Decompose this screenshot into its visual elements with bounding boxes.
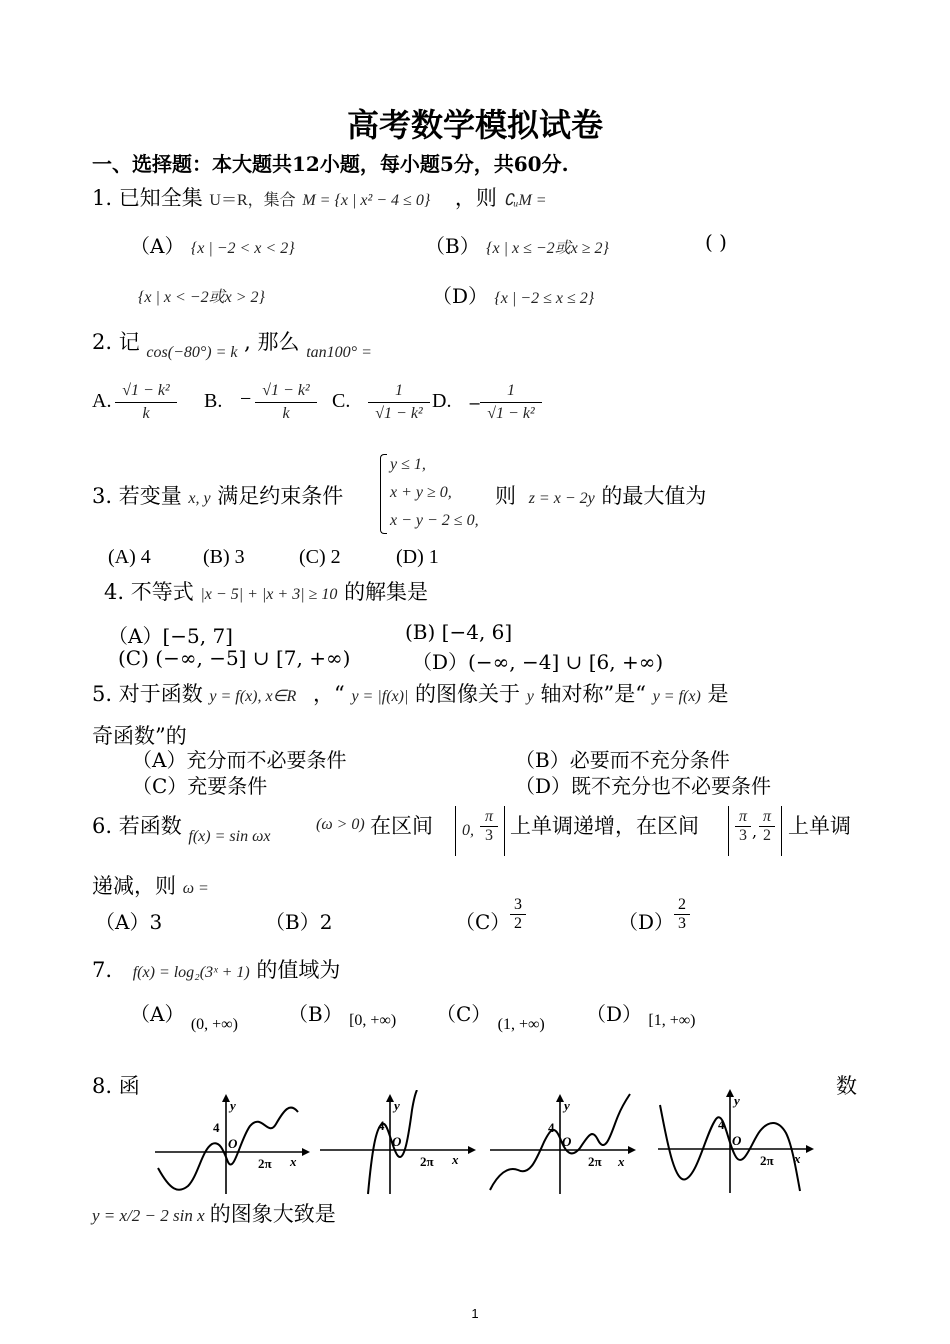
graph-d-four: 4 <box>718 1117 725 1132</box>
q3-brace <box>380 454 387 534</box>
q5-option-c: （C）充要条件 <box>132 774 268 798</box>
question-5 <box>92 678 729 708</box>
graph-d-origin: O <box>732 1133 742 1148</box>
q2-stem: 2. 记 <box>92 330 140 354</box>
q5-stem: 5. 对于函数 <box>92 682 203 706</box>
q1-complement: ∁ᵤM = <box>503 192 547 209</box>
q3-vars: x, y <box>188 490 211 507</box>
q6-option-b: （B）2 <box>265 910 333 934</box>
graph-c-2pi: 2π <box>588 1154 602 1169</box>
q3-constraint-1: y ≤ 1, <box>390 456 426 473</box>
q6-option-d-frac <box>674 896 690 933</box>
q2-tan: tan100° = <box>306 344 372 361</box>
q6-d-den: 3 <box>678 915 686 932</box>
q1-d-value: {x | −2 ≤ x ≤ 2} <box>494 290 595 307</box>
q8-graph-d <box>656 1085 816 1195</box>
graph-b-four: 4 <box>378 1118 385 1133</box>
q1-a-value: {x | −2 < x < 2} <box>190 240 295 257</box>
q4-option-a: （A）[−5, 7] <box>108 624 233 648</box>
graph-b-x-label: x <box>452 1152 459 1167</box>
q2-b-minus: − <box>240 388 252 410</box>
question-2 <box>92 326 372 361</box>
q7-a-value: (0, +∞) <box>190 1016 238 1033</box>
q7-d-value: [1, +∞) <box>648 1012 696 1029</box>
q1-then: ，则 <box>454 186 497 210</box>
q5-option-d: （D）既不充分也不必要条件 <box>515 774 772 798</box>
q2-d-den: √1 − k² <box>487 405 535 422</box>
q1-option-a <box>130 230 295 259</box>
q5-abs-function: y = |f(x)| <box>351 688 409 705</box>
q5-y: y <box>526 688 534 705</box>
graph-b-2pi: 2π <box>420 1154 434 1169</box>
page-number: 1 <box>471 1306 479 1321</box>
q7-option-c <box>436 998 545 1033</box>
graph-a-four: 4 <box>213 1120 220 1135</box>
q1-answer-bracket: ( ) <box>705 230 727 254</box>
graph-d-2pi: 2π <box>760 1153 774 1168</box>
graph-c-four: 4 <box>548 1120 555 1135</box>
question-7 <box>92 954 340 984</box>
graph-a-origin: O <box>228 1136 238 1151</box>
q3-option-c: (C) 2 <box>299 546 341 568</box>
q1-b-value: {x | x ≤ −2或x ≥ 2} <box>486 240 609 257</box>
graph-d-x-label: x <box>794 1151 801 1166</box>
q8-graph-b <box>318 1090 478 1195</box>
q4-inequality: |x − 5| + |x + 3| ≥ 10 <box>200 586 338 603</box>
page-title: 高考数学模拟试卷 <box>346 106 603 144</box>
q3-tail <box>495 480 706 510</box>
q5-mid2: 轴对称”是“ <box>540 682 647 706</box>
q6-c-den: 2 <box>514 915 522 932</box>
q4-tail: 的解集是 <box>344 580 429 604</box>
q6-text3: 上单调 <box>788 814 851 838</box>
q6-int2-den1: 3 <box>739 827 747 844</box>
q5-line2: 奇函数”的 <box>92 724 187 748</box>
q6-int1-den: 3 <box>485 827 493 844</box>
q8-graph-c <box>488 1090 648 1195</box>
q6-int1-num: π <box>480 808 498 827</box>
q1-b-label: （B） <box>425 234 480 258</box>
q1-universal: U＝R，集合 <box>209 192 296 209</box>
q2-b-num: √1 − k² <box>255 382 317 403</box>
q6-option-d-label: （D） <box>618 910 675 934</box>
q3-text2: 满足约束条件 <box>217 484 344 508</box>
question-3 <box>92 480 343 510</box>
q7-d-label: （D） <box>586 1002 643 1026</box>
q6-line2-text: 递减，则 <box>92 874 176 898</box>
graph-c-y-label: y <box>564 1098 570 1113</box>
q5-option-b: （B）必要而不充分条件 <box>515 748 730 772</box>
q6-text2: 上单调递增，在区间 <box>510 814 699 838</box>
q5-mid: 的图像关于 <box>415 682 521 706</box>
q8-function: y = x/2 − 2 sin x <box>92 1206 205 1225</box>
q6-interval-1 <box>455 806 505 856</box>
q2-condition: cos(−80°) = k <box>146 344 238 361</box>
q3-then: 则 <box>495 484 516 508</box>
q1-d-label: （D） <box>432 284 489 308</box>
q2-a-num: √1 − k² <box>115 382 177 403</box>
q6-stem: 6. 若函数 <box>92 814 182 838</box>
q5-option-a: （A）充分而不必要条件 <box>132 748 347 772</box>
q7-b-label: （B） <box>288 1002 343 1026</box>
graph-b-origin: O <box>392 1134 402 1149</box>
graph-b-y-label: y <box>394 1098 400 1113</box>
q2-b-label: B. <box>204 390 223 412</box>
q6-option-c-label: （C） <box>455 910 511 934</box>
q2-b-den: k <box>282 405 290 422</box>
q6-int1-frac <box>480 808 498 845</box>
graph-a-x-label: x <box>290 1154 297 1169</box>
q4-stem: 4. 不等式 <box>104 580 194 604</box>
q1-option-d <box>432 280 594 309</box>
q2-a-fraction <box>115 382 177 423</box>
q6-int2-comma: , <box>752 822 758 841</box>
section-header: 一、选择题：本大题共12小题，每小题5分，共60分. <box>92 152 569 176</box>
q6-int2-frac1 <box>735 808 751 845</box>
q7-b-value: [0, +∞) <box>349 1012 397 1029</box>
graph-a-2pi: 2π <box>258 1156 272 1171</box>
q3-objective: z = x − 2y <box>528 490 595 507</box>
q6-interval-2 <box>728 806 782 856</box>
q1-stem: 1. 已知全集 <box>92 186 203 210</box>
question-6 <box>92 810 271 845</box>
q3-constraint-2: x + y ≥ 0, <box>390 484 452 501</box>
q5-quote1: ，“ <box>313 682 345 706</box>
q7-tail: 的值域为 <box>256 958 341 982</box>
q7-c-value: (1, +∞) <box>497 1016 545 1033</box>
q6-int2-num2: π <box>759 808 775 827</box>
q2-c-label: C. <box>332 390 351 412</box>
q6-condition: (ω > 0) <box>316 816 365 833</box>
graph-a-y-label: y <box>230 1098 236 1113</box>
q5-function: y = f(x), x∈R <box>209 688 297 705</box>
q5-function2: y = f(x) <box>652 688 701 705</box>
q7-stem: 7. <box>92 958 113 982</box>
q7-option-d <box>586 998 696 1027</box>
q1-set-m: M = {x | x² − 4 ≤ 0} <box>302 192 431 209</box>
q2-a-den: k <box>142 405 150 422</box>
q1-option-b <box>425 230 609 259</box>
question-4 <box>104 576 428 606</box>
q3-option-d: (D) 1 <box>396 546 439 568</box>
q2-d-num: 1 <box>480 382 542 403</box>
q3-constraint-3: x − y − 2 ≤ 0, <box>390 512 479 529</box>
q6-omega: ω = <box>182 880 209 897</box>
question-1 <box>92 182 547 212</box>
q7-option-b <box>288 998 396 1027</box>
graph-d-y-label: y <box>734 1093 740 1108</box>
q7-a-label: （A） <box>130 1002 185 1026</box>
q7-c-label: （C） <box>436 1002 492 1026</box>
q6-option-a: （A）3 <box>95 910 163 934</box>
q4-option-d: （D）(−∞, −4] ∪ [6, +∞) <box>412 650 664 674</box>
q6-c-num: 3 <box>510 896 526 915</box>
q6-int2-den2: 2 <box>763 827 771 844</box>
q6-line2 <box>92 870 209 900</box>
q3-tail-text: 的最大值为 <box>601 484 707 508</box>
q8-tail: 的图象大致是 <box>209 1202 336 1226</box>
q2-c-fraction <box>368 382 430 423</box>
q3-option-b: (B) 3 <box>203 546 245 568</box>
q6-text1: 在区间 <box>370 814 433 838</box>
q4-option-b: (B) [−4, 6] <box>405 620 513 644</box>
q6-function: f(x) = sin ωx <box>188 828 271 845</box>
q2-c-den: √1 − k² <box>375 405 423 422</box>
q6-d-num: 2 <box>674 896 690 915</box>
q2-c-num: 1 <box>368 382 430 403</box>
q2-d-fraction <box>480 382 542 423</box>
q7-function: f(x) = log₂(3ˣ + 1) <box>132 964 250 981</box>
q6-option-c-frac <box>510 896 526 933</box>
q1-c-value: {x | x < −2或x > 2} <box>138 289 265 306</box>
q3-option-a: (A) 4 <box>108 546 151 568</box>
q6-int2-num1: π <box>735 808 751 827</box>
q2-d-minus: − <box>468 394 482 413</box>
question-8: 8. 函 <box>92 1074 140 1098</box>
q2-then: , 那么 <box>244 330 300 354</box>
q5-tail: 是 <box>707 682 729 706</box>
q7-option-a <box>130 998 238 1033</box>
graph-c-x-label: x <box>618 1154 625 1169</box>
q8-graph-a <box>150 1090 310 1195</box>
q8-right-char: 数 <box>836 1074 857 1098</box>
q3-stem: 3. 若变量 <box>92 484 182 508</box>
q4-option-c: (C) (−∞, −5] ∪ [7, +∞) <box>118 646 351 670</box>
graph-c-origin: O <box>562 1134 572 1149</box>
q1-a-label: （A） <box>130 234 185 258</box>
q2-b-fraction <box>255 382 317 423</box>
q1-option-c <box>138 284 265 307</box>
q6-int2-frac2 <box>759 808 775 845</box>
q6-int1-zero: 0, <box>462 822 474 839</box>
q2-d-label: D. <box>432 390 452 412</box>
q8-line2 <box>92 1198 336 1228</box>
q2-a-label: A. <box>92 390 112 412</box>
